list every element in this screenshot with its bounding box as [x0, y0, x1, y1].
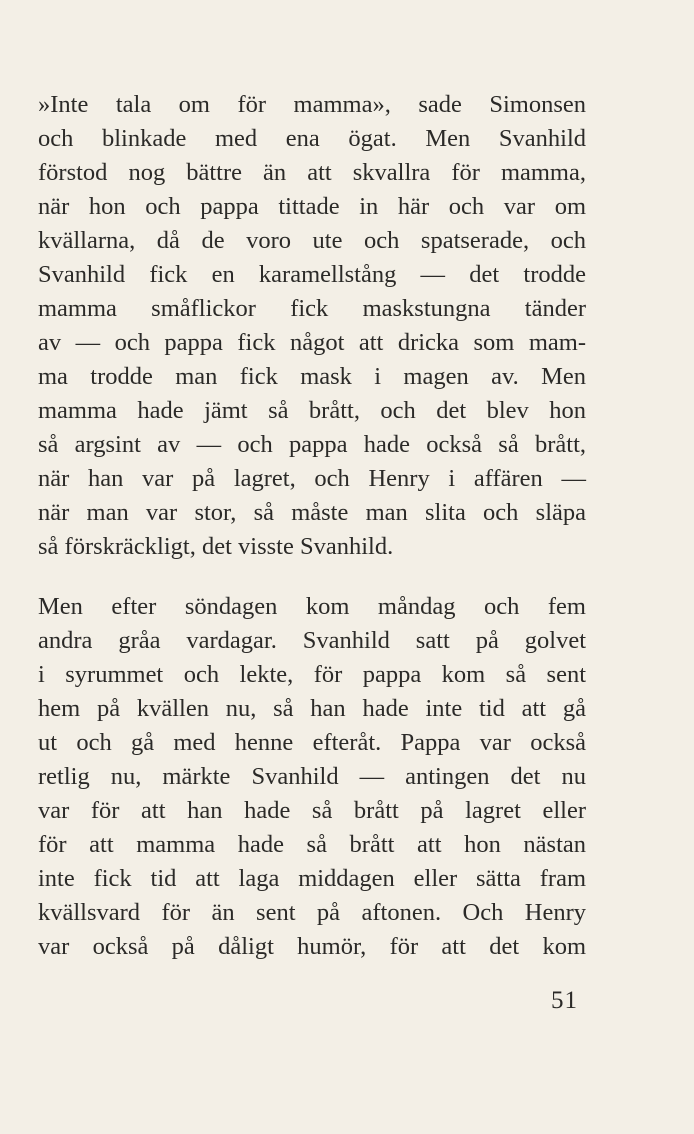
text-line: ut och gå med henne efteråt. Pappa var också: [38, 729, 586, 756]
text-line: Svanhild fick en karamellstång — det trodde: [38, 261, 586, 288]
text-line: för att mamma hade så brått att hon nästan: [38, 831, 586, 858]
text-line: kvällarna, då de voro ute och spatserade, och: [38, 227, 586, 254]
page-number: 51: [551, 987, 578, 1014]
text-line: hem på kvällen nu, så han hade inte tid att gå: [38, 695, 586, 722]
text-line: andra gråa vardagar. Svanhild satt på golvet: [38, 627, 586, 654]
text-line: av — och pappa fick något att dricka som mam-: [38, 329, 586, 356]
text-line: ma trodde man fick mask i magen av. Men: [38, 363, 586, 390]
text-line: och blinkade med ena ögat. Men Svanhild: [38, 125, 586, 152]
paragraph-1: [38, 88, 586, 564]
paragraph-2: [38, 590, 586, 964]
text-line: när man var stor, så måste man slita och släpa: [38, 499, 586, 526]
text-line: inte fick tid att laga middagen eller sätta fram: [38, 865, 586, 892]
text-line: mamma hade jämt så brått, och det blev hon: [38, 397, 586, 424]
text-line: så argsint av — och pappa hade också så brått,: [38, 431, 586, 458]
text-line: retlig nu, märkte Svanhild — antingen det nu: [38, 763, 586, 790]
text-line: var för att han hade så brått på lagret eller: [38, 797, 586, 824]
text-line: så förskräckligt, det visste Svanhild.: [38, 533, 394, 560]
text-line: förstod nog bättre än att skvallra för mamma,: [38, 159, 586, 186]
text-line: Men efter söndagen kom måndag och fem: [38, 593, 586, 620]
text-line: när hon och pappa tittade in här och var om: [38, 193, 586, 220]
text-line: kvällsvard för än sent på aftonen. Och Henry: [38, 899, 586, 926]
text-line: i syrummet och lekte, för pappa kom så sent: [38, 661, 586, 688]
text-line: mamma småflickor fick maskstungna tänder: [38, 295, 586, 322]
text-line: »Inte tala om för mamma», sade Simonsen: [38, 91, 586, 118]
text-line: när han var på lagret, och Henry i affären —: [38, 465, 586, 492]
text-line: var också på dåligt humör, för att det kom: [38, 933, 586, 960]
